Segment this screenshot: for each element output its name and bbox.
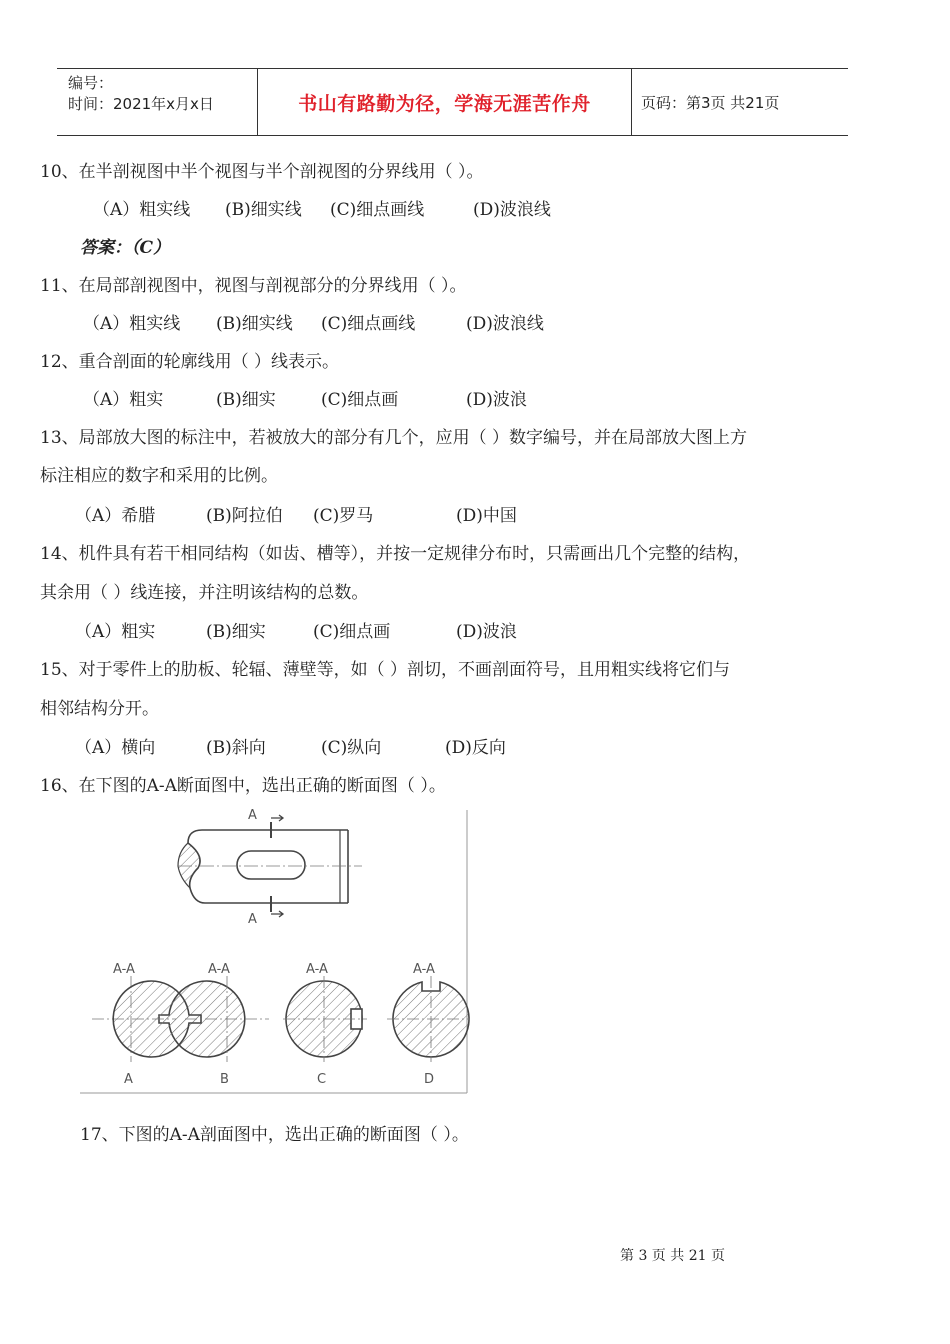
option-b: (B)细实线 bbox=[216, 314, 293, 334]
document-date: 时间：2021年x月x日 bbox=[68, 95, 214, 113]
document-number-label: 编号： bbox=[68, 74, 114, 92]
option-d: (D)波浪 bbox=[466, 390, 527, 410]
section-choice-d bbox=[387, 976, 470, 1062]
option-d: (D)波浪 bbox=[456, 622, 517, 642]
option-b: (B)斜向 bbox=[206, 738, 266, 758]
option-a: （A）横向 bbox=[75, 738, 156, 758]
keyway-slot bbox=[237, 851, 305, 879]
option-c: (C)细点画 bbox=[321, 390, 399, 410]
option-a: （A）希腊 bbox=[75, 506, 156, 526]
section-c-title: A-A bbox=[306, 962, 328, 977]
option-b: (B)细实 bbox=[206, 622, 266, 642]
choice-label-c: C bbox=[317, 1072, 327, 1087]
question-17: 17、下图的A-A剖面图中，选出正确的断面图（ ）。 bbox=[80, 1125, 469, 1145]
option-d: (D)中国 bbox=[456, 506, 517, 526]
option-b: (B)细实 bbox=[216, 390, 276, 410]
option-b: (B)阿拉伯 bbox=[206, 506, 283, 526]
question-13-line-1: 13、局部放大图的标注中，若被放大的部分有几个，应用（ ）数字编号，并在局部放大图上方 bbox=[40, 428, 748, 448]
option-c: (C)罗马 bbox=[313, 506, 374, 526]
cut-arrow-top bbox=[271, 815, 283, 821]
shaft-break-hatch bbox=[178, 843, 200, 888]
option-c: (C)细点画线 bbox=[321, 314, 416, 334]
choice-label-d: D bbox=[424, 1072, 435, 1087]
option-a: （A）粗实 bbox=[83, 390, 164, 410]
option-d: (D)波浪线 bbox=[466, 314, 544, 334]
question-15-line-1: 15、对于零件上的肋板、轮辐、薄壁等，如（ ）剖切，不画剖面符号，且用粗实线将它们与 bbox=[40, 660, 731, 680]
cut-label-bottom: A bbox=[248, 912, 257, 927]
option-a: （A）粗实线 bbox=[83, 314, 181, 334]
section-b-title: A-A bbox=[208, 962, 230, 977]
question-10: 10、在半剖视图中半个视图与半个剖视图的分界线用（ ）。 bbox=[40, 162, 484, 182]
section-figure bbox=[80, 808, 470, 1095]
cut-arrow-bottom bbox=[271, 911, 283, 917]
option-b: (B)细实线 bbox=[225, 200, 302, 220]
header-motto: 书山有路勤为径，学海无涯苦作舟 bbox=[258, 69, 632, 135]
cut-label-top: A bbox=[248, 808, 257, 823]
choice-label-b: B bbox=[220, 1072, 229, 1087]
shaft-outline bbox=[188, 830, 348, 903]
question-11: 11、在局部剖视图中，视图与剖视部分的分界线用（ ）。 bbox=[40, 276, 467, 296]
option-c: (C)纵向 bbox=[321, 738, 382, 758]
section-drawing bbox=[80, 808, 470, 1095]
option-c: (C)细点画线 bbox=[330, 200, 425, 220]
option-d: (D)反向 bbox=[445, 738, 506, 758]
question-16: 16、在下图的A-A断面图中，选出正确的断面图（ ）。 bbox=[40, 776, 446, 796]
header-meta bbox=[57, 69, 258, 135]
page-header bbox=[57, 68, 848, 136]
question-12: 12、重合剖面的轮廓线用（ ）线表示。 bbox=[40, 352, 340, 372]
question-13-line-2: 标注相应的数字和采用的比例。 bbox=[40, 466, 278, 486]
header-page-info: 页码：第3页 共21页 bbox=[641, 93, 780, 112]
shaft-view bbox=[178, 815, 362, 917]
question-14-line-1: 14、机件具有若干相同结构（如齿、槽等），并按一定规律分布时，只需画出几个完整的结构， bbox=[40, 544, 751, 564]
question-14-line-2: 其余用（ ）线连接，并注明该结构的总数。 bbox=[40, 583, 369, 603]
question-10-answer: 答案：（C） bbox=[80, 238, 171, 258]
option-c: (C)细点画 bbox=[313, 622, 391, 642]
option-a: （A）粗实线 bbox=[93, 200, 191, 220]
section-d-title: A-A bbox=[413, 962, 435, 977]
section-choice-c bbox=[283, 976, 367, 1062]
option-d: (D)波浪线 bbox=[473, 200, 551, 220]
page-footer: 第 3 页 共 21 页 bbox=[620, 1248, 725, 1264]
option-a: （A）粗实 bbox=[75, 622, 156, 642]
section-a-title: A-A bbox=[113, 962, 135, 977]
question-15-line-2: 相邻结构分开。 bbox=[40, 699, 159, 719]
choice-label-a: A bbox=[124, 1072, 133, 1087]
